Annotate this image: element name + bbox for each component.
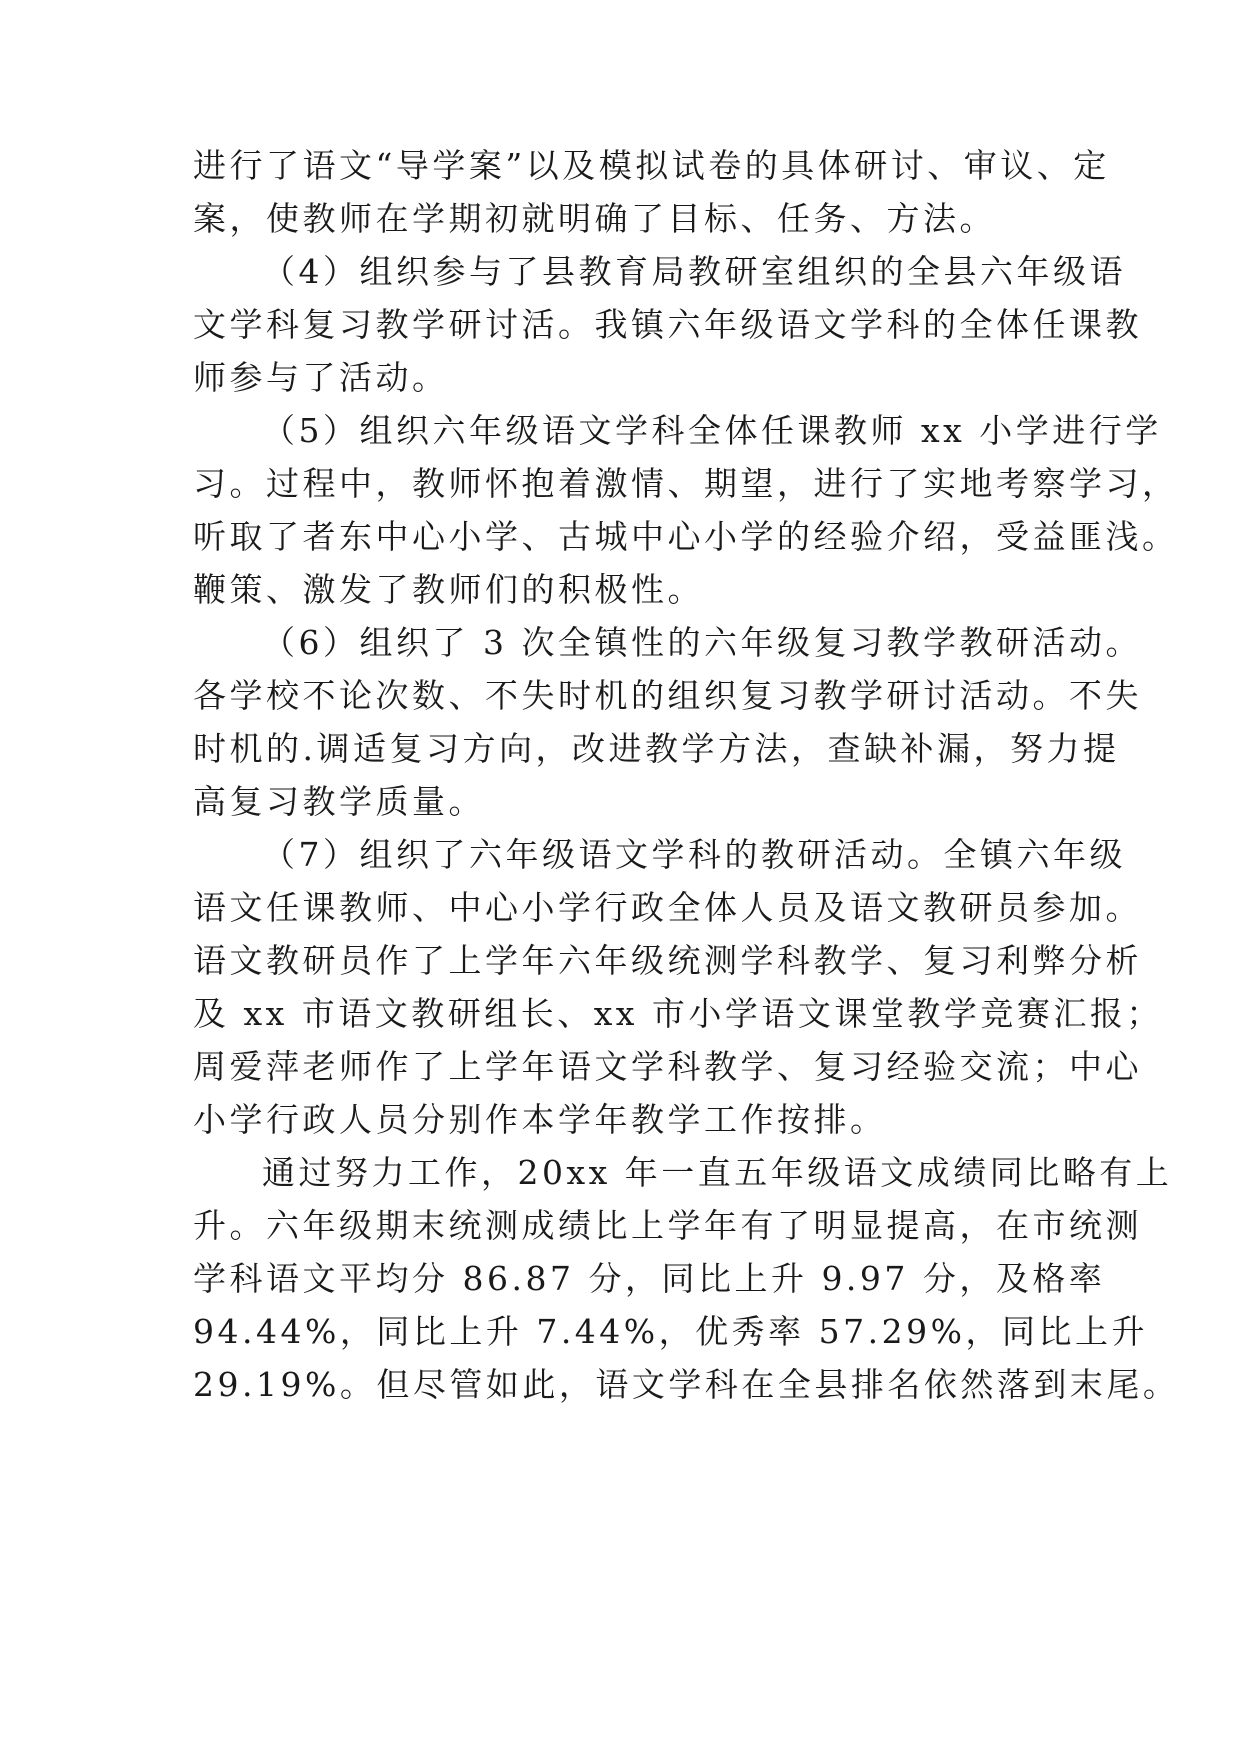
paragraph-first-line: （6）组织了 3 次全镇性的六年级复习教学教研活动。 (262, 623, 1142, 662)
text-line: 进行了语文“导学案”以及模拟试卷的具体研讨、审议、定 (193, 146, 1110, 185)
paragraph-first-line: 通过努力工作，20xx 年一直五年级语文成绩同比略有上 (262, 1153, 1173, 1192)
paragraph-first-line: （5）组织六年级语文学科全体任课教师 xx 小学进行学 (262, 411, 1162, 450)
text-line: 文学科复习教学研讨活。我镇六年级语文学科的全体任课教 (193, 305, 1142, 344)
text-line: 94.44%，同比上升 7.44%，优秀率 57.29%，同比上升 (193, 1312, 1148, 1351)
text-line: 师参与了活动。 (193, 358, 449, 397)
text-line: 语文教研员作了上学年六年级统测学科教学、复习利弊分析 (193, 941, 1142, 980)
text-line: 小学行政人员分别作本学年教学工作按排。 (193, 1100, 887, 1139)
text-line: 及 xx 市语文教研组长、xx 市小学语文课堂教学竞赛汇报； (193, 994, 1163, 1033)
text-line: 鞭策、激发了教师们的积极性。 (193, 570, 704, 609)
text-line: 案，使教师在学期初就明确了目标、任务、方法。 (193, 199, 996, 238)
text-line: 29.19%。但尽管如此，语文学科在全县排名依然落到末尾。 (193, 1365, 1180, 1404)
text-line: 高复习教学质量。 (193, 782, 485, 821)
text-line: 各学校不论次数、不失时机的组织复习教学研讨活动。不失 (193, 676, 1142, 715)
text-line: 听取了者东中心小学、古城中心小学的经验介绍，受益匪浅。 (193, 517, 1179, 556)
text-line: 学科语文平均分 86.87 分，同比上升 9.97 分，及格率 (193, 1259, 1106, 1298)
text-line: 周爱萍老师作了上学年语文学科教学、复习经验交流；中心 (193, 1047, 1142, 1086)
paragraph-first-line: （7）组织了六年级语文学科的教研活动。全镇六年级 (262, 835, 1126, 874)
text-line: 语文任课教师、中心小学行政全体人员及语文教研员参加。 (193, 888, 1142, 927)
text-line: 时机的.调适复习方向，改进教学方法，查缺补漏，努力提 (193, 729, 1120, 768)
text-line: 习。过程中，教师怀抱着激情、期望，进行了实地考察学习， (193, 464, 1179, 503)
paragraph-first-line: （4）组织参与了县教育局教研室组织的全县六年级语 (262, 252, 1126, 291)
text-line: 升。六年级期末统测成绩比上学年有了明显提高，在市统测 (193, 1206, 1142, 1245)
